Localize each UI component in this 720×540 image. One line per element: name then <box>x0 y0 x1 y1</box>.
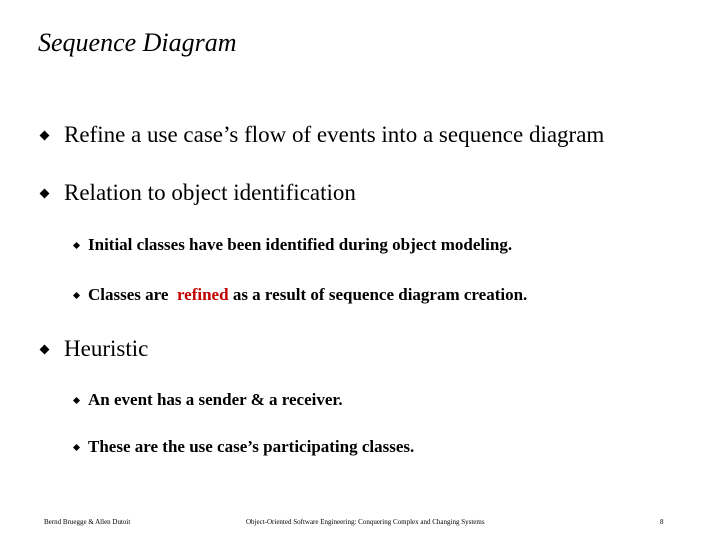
bullet-text: Refine a use case’s flow of events into a sequence diagram <box>64 122 605 147</box>
slide-title: Sequence Diagram <box>38 28 237 57</box>
small-diamond-bullet-icon <box>73 241 80 248</box>
bullet-text: Heuristic <box>64 336 149 361</box>
sub-bullet-participating-classes <box>72 437 414 457</box>
sub-bullet-text <box>88 285 527 305</box>
small-diamond-bullet-icon <box>73 396 80 403</box>
diamond-bullet-icon <box>40 344 50 354</box>
small-diamond-bullet-icon <box>73 291 80 298</box>
highlight-refined: refined <box>176 285 229 304</box>
bullet-relation <box>38 180 356 206</box>
sub-bullet-classes-refined <box>72 285 527 305</box>
small-diamond-bullet-icon <box>73 443 80 450</box>
sub-bullet-text-pre: Classes are <box>88 285 173 304</box>
diamond-bullet-icon <box>40 188 50 198</box>
sub-bullet-text: An event has a sender & a receiver. <box>88 390 343 409</box>
sub-bullet-event-sender-receiver <box>72 390 343 410</box>
diamond-bullet-icon <box>40 130 50 140</box>
sub-bullet-text: These are the use case’s participating classes. <box>88 437 415 456</box>
footer-authors: Bernd Bruegge & Allen Dutoit <box>44 518 131 526</box>
sub-bullet-initial-classes <box>72 235 512 255</box>
footer-book-title: Object-Oriented Software Engineering: Conquering Complex and Changing Systems <box>246 518 485 526</box>
bullet-heuristic <box>38 336 148 362</box>
bullet-text: Relation to object identification <box>64 180 356 205</box>
sub-bullet-text: Initial classes have been identified during object modeling. <box>88 235 513 254</box>
footer-page-number: 8 <box>660 518 664 526</box>
bullet-refine <box>38 122 604 148</box>
sub-bullet-text-post: as a result of sequence diagram creation. <box>228 285 528 304</box>
